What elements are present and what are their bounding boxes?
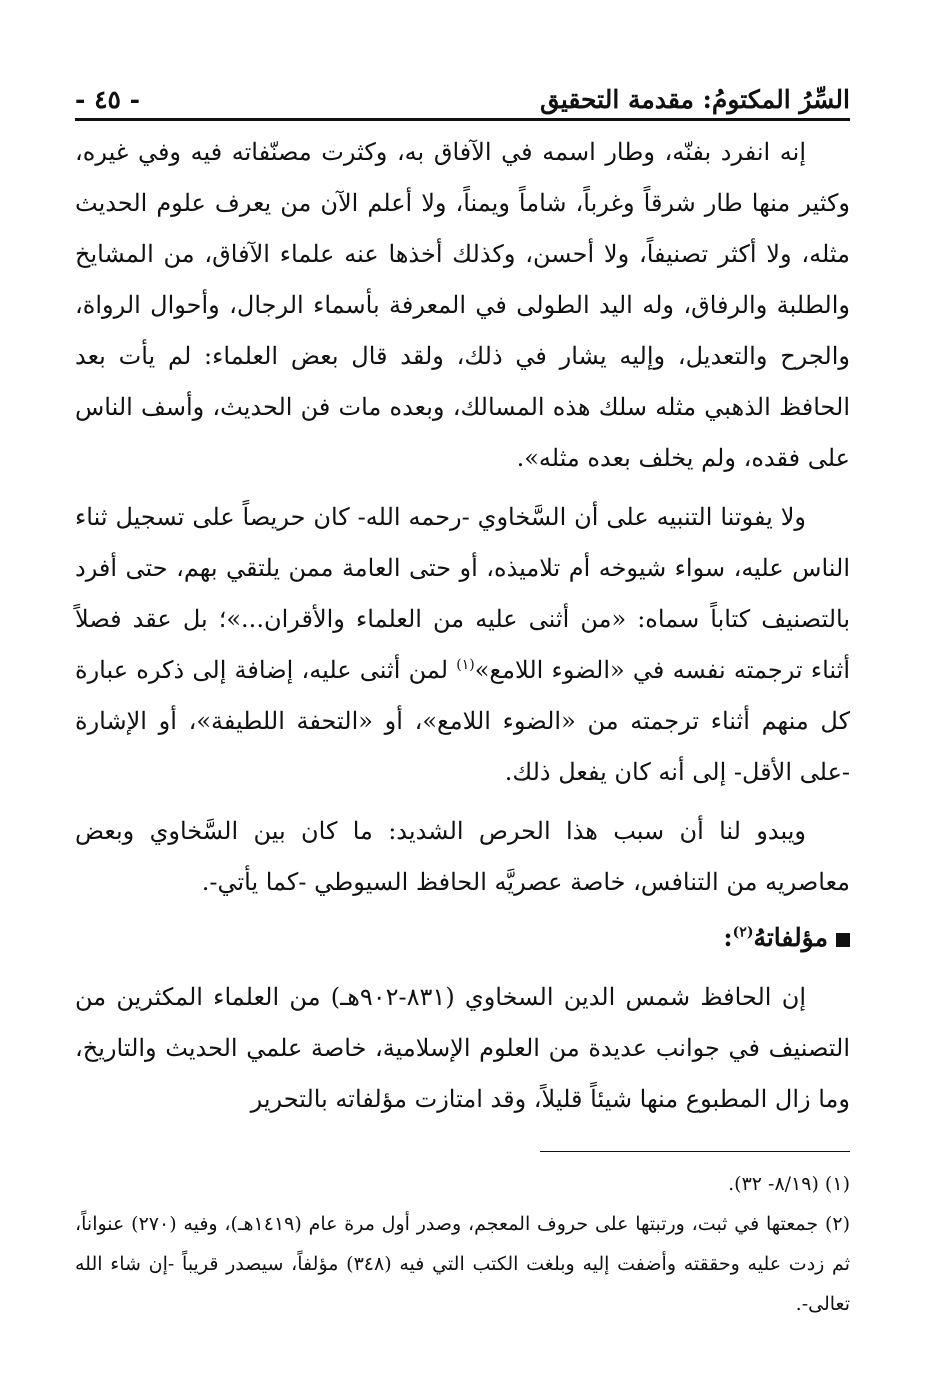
black-square-bullet-icon — [836, 933, 850, 947]
running-header — [75, 70, 850, 114]
running-title: السِّرُ المكتومُ: مقدمة التحقيق — [540, 85, 850, 114]
body-paragraph-2 — [75, 492, 850, 798]
footnote-marker-1: (١) — [456, 657, 475, 673]
header-rule — [75, 118, 850, 121]
body-paragraph-2-part-1: ولا يفوتنا التنبيه على أن السَّخاوي -رحمه الله- كان حريصاً على تسجيل ثناء الناس عليه، سواء شيوخه أم تلاميذه، أو حتى العامة ممن يلتقي بهم، حتى أفرد بالتصنيف كتاباً سماه: «من أثنى عليه من العلماء والأقران...»؛ بل عقد فصلاً أثناء ترجمته نفسه في «الضوء اللامع» — [75, 503, 851, 684]
footnote-1: (١) (٨/١٩- ٣٢). — [728, 1173, 850, 1195]
page-number: - ٤٥ - — [75, 85, 141, 114]
body-paragraph-1: إنه انفرد بفنّه، وطار اسمه في الآفاق به، وكثرت مصنّفاته فيه وفي غيره، وكثير منها طار شرقاً وغرباً، شاماً ويمناً، ولا أعلم الآن من يعرف علوم الحديث مثله، ولا أكثر تصنيفاً، ولا أحسن، وكذلك أخذها عنه علماء الآفاق، من المشايخ والطلبة والرفاق، وله اليد الطولى في المعرفة بأسماء الرجال، وأحوال الرواة، والجرح والتعديل، وإليه يشار في ذلك، ولقد قال بعض العلماء: لم يأت بعد الحافظ الذهبي مثله سلك هذه المسالك، وبعده مات فن الحديث، وأسف الناس على فقده، ولم يخلف بعده مثله». — [75, 138, 850, 472]
footnote-separator — [540, 1151, 850, 1152]
book-page — [75, 70, 850, 1324]
footnote-2: (٢) جمعتها في ثبت، ورتبتها على حروف المعجم، وصدر أول مرة عام (١٤١٩هـ)، وفيه (٢٧٠) عنواناً، ثم زدت عليه وحققته وأضفت إليه وبلغت الكتب التي فيه (٣٤٨) مؤلفاً، سيصدر قريباً -إن شاء الله تعالى-. — [75, 1213, 851, 1315]
section-heading-colon: : — [723, 923, 733, 952]
section-heading — [75, 912, 850, 964]
body-paragraph-4: إن الحافظ شمس الدين السخاوي (٨٣١-٩٠٢هـ) من العلماء المكثرين من التصنيف في جوانب عديدة من العلوم الإسلامية، خاصة علمي الحديث والتاريخ، وما زال المطبوع منها شيئاً قليلاً، وقد امتازت مؤلفاته بالتحرير — [75, 983, 850, 1113]
footnote-marker-2: (٢) — [732, 924, 754, 941]
body-paragraph-2-part-2: لمن أثنى عليه، إضافة إلى ذكره عبارة كل منهم أثناء ترجمته من «الضوء اللامع»، أو «التحفة اللطيفة»، أو الإشارة -على الأقل- إلى أنه كان يفعل ذلك. — [75, 656, 850, 786]
body-paragraph-3: ويبدو لنا أن سبب هذا الحرص الشديد: ما كان بين السَّخاوي وبعض معاصريه من التنافس، خاصة عصريَّه الحافظ السيوطي -كما يأتي-. — [75, 817, 850, 896]
section-heading-label: مؤلفاتهُ — [753, 923, 828, 952]
